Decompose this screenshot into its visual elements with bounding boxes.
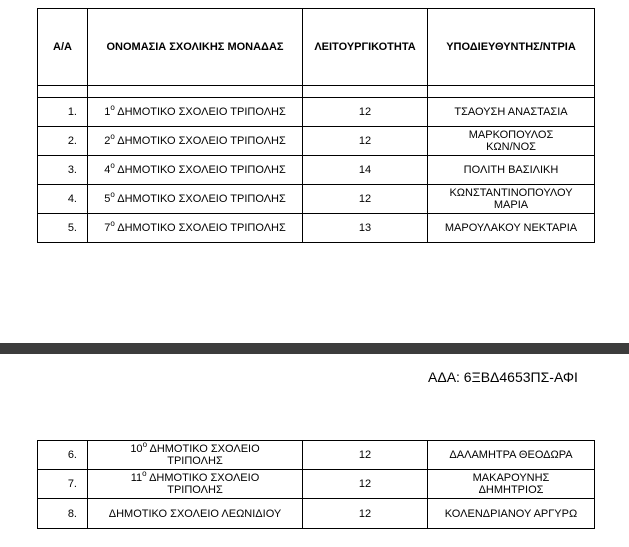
ada-code: ΑΔΑ: 6ΞΒΔ4653ΠΣ-ΑΦΙ bbox=[428, 369, 578, 385]
row-number: 5. bbox=[38, 214, 88, 243]
school-name: $7^o$ ΔΗΜΟΤΙΚΟ ΣΧΟΛΕΙΟ ΤΡΙΠΟΛΗΣ bbox=[88, 214, 303, 243]
functionality-value: 12 bbox=[303, 127, 428, 156]
school-name: $2^o$ ΔΗΜΟΤΙΚΟ ΣΧΟΛΕΙΟ ΤΡΙΠΟΛΗΣ bbox=[88, 127, 303, 156]
director-name: ΚΟΛΕΝΔΡΙΑΝΟΥ ΑΡΓΥΡΩ bbox=[428, 499, 595, 529]
row-number: 3. bbox=[38, 156, 88, 185]
director-name: ΤΣΑΟΥΣΗ ΑΝΑΣΤΑΣΙΑ bbox=[428, 98, 595, 127]
header-functionality: ΛΕΙΤΟΥΡΓΙΚΟΤΗΤΑ bbox=[303, 9, 428, 86]
functionality-value: 12 bbox=[303, 185, 428, 214]
school-name: ΔΗΜΟΤΙΚΟ ΣΧΟΛΕΙΟ ΛΕΩΝΙΔΙΟΥ bbox=[88, 499, 303, 529]
schools-table-page2 bbox=[37, 440, 595, 529]
table-row bbox=[38, 185, 595, 214]
school-name: $10^o$ ΔΗΜΟΤΙΚΟ ΣΧΟΛΕΙΟ ΤΡΙΠΟΛΗΣ bbox=[88, 441, 303, 470]
table-row bbox=[38, 98, 595, 127]
director-name: ΚΩΝΣΤΑΝΤΙΝΟΠΟΥΛΟΥ ΜΑΡΙΑ bbox=[428, 185, 595, 214]
row-number: 7. bbox=[38, 470, 88, 499]
table-row bbox=[38, 499, 595, 529]
functionality-value: 12 bbox=[303, 441, 428, 470]
school-name: $4^o$ ΔΗΜΟΤΙΚΟ ΣΧΟΛΕΙΟ ΤΡΙΠΟΛΗΣ bbox=[88, 156, 303, 185]
header-aa: Α/Α bbox=[38, 9, 88, 86]
director-name: ΜΑΡΟΥΛΑΚΟΥ ΝΕΚΤΑΡΙΑ bbox=[428, 214, 595, 243]
functionality-value: 14 bbox=[303, 156, 428, 185]
row-number: 1. bbox=[38, 98, 88, 127]
director-name: ΜΑΚΑΡΟΥΝΗΣ ΔΗΜΗΤΡΙΟΣ bbox=[428, 470, 595, 499]
header-director: ΥΠΟΔΙΕΥΘΥΝΤΗΣ/ΝΤΡΙΑ bbox=[428, 9, 595, 86]
header-row bbox=[38, 9, 595, 86]
schools-table-page1 bbox=[37, 8, 595, 243]
functionality-value: 13 bbox=[303, 214, 428, 243]
school-name: $5^o$ ΔΗΜΟΤΙΚΟ ΣΧΟΛΕΙΟ ΤΡΙΠΟΛΗΣ bbox=[88, 185, 303, 214]
table-row bbox=[38, 214, 595, 243]
director-name: ΜΑΡΚΟΠΟΥΛΟΣ ΚΩΝ/ΝΟΣ bbox=[428, 127, 595, 156]
row-number: 2. bbox=[38, 127, 88, 156]
spacer-row bbox=[38, 86, 595, 98]
school-name: $1^o$ ΔΗΜΟΤΙΚΟ ΣΧΟΛΕΙΟ ΤΡΙΠΟΛΗΣ bbox=[88, 98, 303, 127]
functionality-value: 12 bbox=[303, 499, 428, 529]
table-row bbox=[38, 156, 595, 185]
row-number: 8. bbox=[38, 499, 88, 529]
page-separator bbox=[0, 343, 629, 354]
director-name: ΔΑΛΑΜΗΤΡΑ ΘΕΟΔΩΡΑ bbox=[428, 441, 595, 470]
header-school-name: ΟΝΟΜΑΣΙΑ ΣΧΟΛΙΚΗΣ ΜΟΝΑΔΑΣ bbox=[88, 9, 303, 86]
table-row bbox=[38, 470, 595, 499]
row-number: 4. bbox=[38, 185, 88, 214]
table-row bbox=[38, 441, 595, 470]
table-row bbox=[38, 127, 595, 156]
row-number: 6. bbox=[38, 441, 88, 470]
director-name: ΠΟΛΙΤΗ ΒΑΣΙΛΙΚΗ bbox=[428, 156, 595, 185]
functionality-value: 12 bbox=[303, 470, 428, 499]
school-name: $11^o$ ΔΗΜΟΤΙΚΟ ΣΧΟΛΕΙΟ ΤΡΙΠΟΛΗΣ bbox=[88, 470, 303, 499]
functionality-value: 12 bbox=[303, 98, 428, 127]
